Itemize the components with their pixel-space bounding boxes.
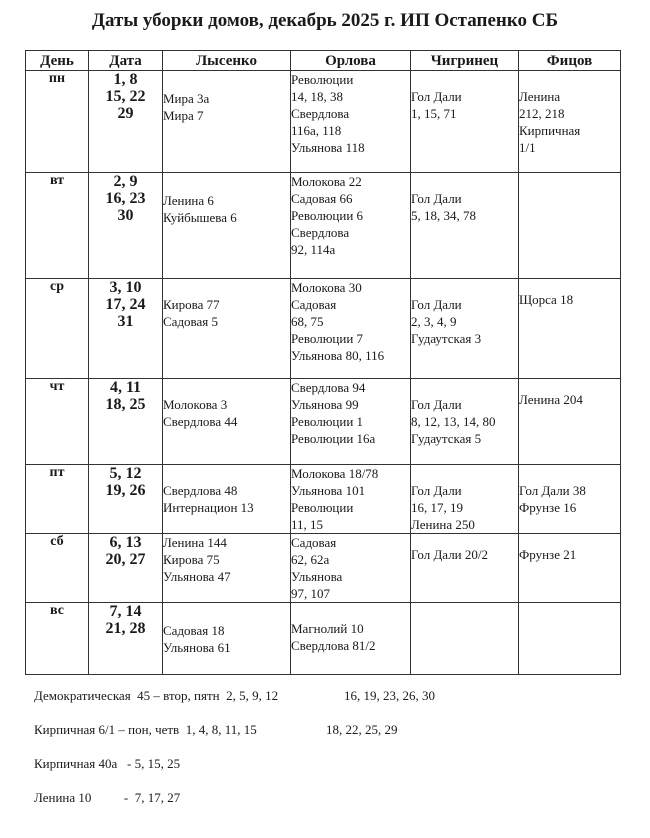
address-cell-fitsov: [519, 534, 621, 603]
table-row: [26, 71, 621, 173]
address-cell-orlova: [291, 279, 411, 379]
address-line: Ульянова 61: [163, 640, 231, 655]
address-line: Ленина 144: [163, 535, 227, 550]
table-header-row: [26, 51, 621, 71]
address-line: 97, 107: [291, 586, 330, 601]
note-line: [34, 790, 181, 824]
address-line: 116а, 118: [291, 123, 342, 138]
address-cell-orlova: [291, 465, 411, 534]
address-line: Ульянова: [291, 569, 343, 584]
address-line: Гудаутская 5: [411, 431, 482, 446]
note-extra-dates: 16, 19, 23, 26, 30: [344, 688, 435, 703]
table-row: [26, 173, 621, 279]
dates-cell: [89, 71, 163, 173]
address-line: Молокова 18/78: [291, 466, 379, 481]
date-line: 16, 23: [105, 190, 146, 207]
document-title: Даты уборки домов, декабрь 2025 г. ИП Остапенко СБ: [91, 10, 559, 31]
address-line: Свердлова 94: [291, 380, 366, 395]
table-row: [26, 465, 621, 534]
dates-cell: [89, 603, 163, 675]
date-line: 5, 12: [109, 465, 142, 482]
table-row: [26, 379, 621, 465]
date-line: 18, 25: [105, 396, 146, 413]
address-line: Гол Дали: [411, 297, 462, 312]
header-date: Дата: [89, 51, 163, 71]
table-row: [26, 279, 621, 379]
address-line: Мира 7: [163, 108, 204, 123]
address-line: Революции: [291, 500, 354, 515]
address-line: Мира 3а: [163, 91, 210, 106]
address-line: Ульянова 47: [163, 569, 231, 584]
address-cell-chigrinets: [411, 465, 519, 534]
note-text: Демократическая 45 – втор, пятн 2, 5, 9, 12: [34, 688, 279, 703]
date-line: 21, 28: [105, 620, 146, 637]
address-line: Молокова 22: [291, 174, 362, 189]
address-line: 1/1: [519, 140, 536, 155]
address-cell-orlova: [291, 173, 411, 279]
address-line: Гол Дали: [411, 191, 462, 206]
dates-cell: [89, 379, 163, 465]
address-cell-fitsov: [519, 465, 621, 534]
address-line: Революции 16а: [291, 431, 376, 446]
address-line: Ленина 204: [519, 392, 583, 407]
address-line: Щорса 18: [519, 292, 574, 307]
day-cell: чт: [26, 379, 89, 465]
day-cell: пн: [26, 71, 89, 173]
date-line: 29: [117, 105, 134, 122]
address-line: Магнолий 10: [291, 621, 364, 636]
address-cell-orlova: [291, 379, 411, 465]
address-line: 212, 218: [519, 106, 565, 121]
address-cell-lysenko: [163, 71, 291, 173]
address-line: 1, 15, 71: [411, 106, 457, 121]
day-cell: вт: [26, 173, 89, 279]
date-line: 20, 27: [105, 551, 146, 568]
date-line: 17, 24: [105, 296, 146, 313]
address-line: Гол Дали: [411, 483, 462, 498]
address-cell-lysenko: [163, 603, 291, 675]
day-cell: ср: [26, 279, 89, 379]
address-line: Садовая 18: [163, 623, 225, 638]
table-row: [26, 603, 621, 675]
address-line: Свердлова: [291, 225, 350, 240]
address-cell-fitsov: [519, 173, 621, 279]
address-line: Ульянова 118: [291, 140, 365, 155]
address-line: Свердлова: [291, 106, 350, 121]
note-extra-dates: 18, 22, 25, 29: [326, 722, 398, 737]
dates-cell: [89, 534, 163, 603]
address-line: 68, 75: [291, 314, 324, 329]
cleaning-schedule-table: [25, 50, 621, 675]
table-row: [26, 534, 621, 603]
address-line: Гол Дали 20/2: [411, 547, 488, 562]
address-cell-lysenko: [163, 379, 291, 465]
address-line: Революции 1: [291, 414, 364, 429]
address-line: Свердлова 48: [163, 483, 238, 498]
address-line: Кирова 75: [163, 552, 220, 567]
note-line: [34, 688, 435, 722]
address-line: Интернацион 13: [163, 500, 254, 515]
address-line: Садовая 5: [163, 314, 219, 329]
address-cell-orlova: [291, 534, 411, 603]
address-line: Гол Дали: [411, 397, 462, 412]
address-line: Ульянова 101: [291, 483, 366, 498]
date-line: 1, 8: [113, 71, 138, 88]
note-line: [34, 722, 398, 756]
address-cell-fitsov: [519, 71, 621, 173]
address-line: 11, 15: [291, 517, 324, 532]
address-line: Молокова 3: [163, 397, 228, 412]
address-cell-fitsov: [519, 279, 621, 379]
note-text: Кирпичная 40а - 5, 15, 25: [34, 756, 181, 771]
date-line: 4, 11: [109, 379, 142, 396]
address-line: Ленина 250: [411, 517, 475, 532]
address-cell-lysenko: [163, 465, 291, 534]
notes-section: [34, 688, 435, 824]
day-cell: сб: [26, 534, 89, 603]
address-line: Свердлова 44: [163, 414, 238, 429]
address-line: Ленина 6: [163, 193, 214, 208]
address-line: Молокова 30: [291, 280, 362, 295]
address-cell-lysenko: [163, 173, 291, 279]
address-line: Кирпичная: [519, 123, 581, 138]
address-cell-chigrinets: [411, 173, 519, 279]
dates-cell: [89, 465, 163, 534]
address-line: Садовая: [291, 535, 337, 550]
address-cell-chigrinets: [411, 603, 519, 675]
header-fitsov: Фицов: [519, 51, 621, 71]
header-orlova: Орлова: [291, 51, 411, 71]
address-line: Революции 7: [291, 331, 364, 346]
address-line: Революции: [291, 72, 354, 87]
address-cell-fitsov: [519, 379, 621, 465]
address-line: Куйбышева 6: [163, 210, 237, 225]
date-line: 6, 13: [109, 534, 142, 551]
address-line: 92, 114а: [291, 242, 336, 257]
address-line: Ульянова 99: [291, 397, 359, 412]
header-lysenko: Лысенко: [163, 51, 291, 71]
address-cell-fitsov: [519, 603, 621, 675]
address-line: Гол Дали: [411, 89, 462, 104]
address-cell-chigrinets: [411, 379, 519, 465]
address-cell-chigrinets: [411, 71, 519, 173]
address-line: Революции 6: [291, 208, 364, 223]
address-line: 14, 18, 38: [291, 89, 343, 104]
address-cell-lysenko: [163, 534, 291, 603]
header-day: День: [26, 51, 89, 71]
address-cell-orlova: [291, 603, 411, 675]
dates-cell: [89, 279, 163, 379]
address-line: Фрунзе 16: [519, 500, 577, 515]
address-line: Гол Дали 38: [519, 483, 586, 498]
date-line: 15, 22: [105, 88, 146, 105]
day-cell: пт: [26, 465, 89, 534]
note-text: Кирпичная 6/1 – пон, четв 1, 4, 8, 11, 15: [34, 722, 257, 737]
date-line: 31: [117, 313, 134, 330]
address-line: Садовая 66: [291, 191, 353, 206]
address-line: Ленина: [519, 89, 561, 104]
address-line: 2, 3, 4, 9: [411, 314, 457, 329]
dates-cell: [89, 173, 163, 279]
address-line: 5, 18, 34, 78: [411, 208, 476, 223]
address-line: Гудаутская 3: [411, 331, 482, 346]
day-cell: вс: [26, 603, 89, 675]
note-line: [34, 756, 181, 790]
address-cell-orlova: [291, 71, 411, 173]
address-cell-chigrinets: [411, 534, 519, 603]
date-line: 30: [117, 207, 134, 224]
address-line: Садовая: [291, 297, 337, 312]
address-cell-chigrinets: [411, 279, 519, 379]
address-cell-lysenko: [163, 279, 291, 379]
address-line: Кирова 77: [163, 297, 220, 312]
date-line: 2, 9: [113, 173, 138, 190]
address-line: Свердлова 81/2: [291, 638, 376, 653]
header-chigrinets: Чигринец: [411, 51, 519, 71]
address-line: Фрунзе 21: [519, 547, 577, 562]
address-line: 8, 12, 13, 14, 80: [411, 414, 496, 429]
address-line: 62, 62а: [291, 552, 330, 567]
date-line: 19, 26: [105, 482, 146, 499]
address-line: Ульянова 80, 116: [291, 348, 385, 363]
note-text: Ленина 10 - 7, 17, 27: [34, 790, 181, 805]
date-line: 3, 10: [109, 279, 142, 296]
date-line: 7, 14: [109, 603, 142, 620]
address-line: 16, 17, 19: [411, 500, 463, 515]
